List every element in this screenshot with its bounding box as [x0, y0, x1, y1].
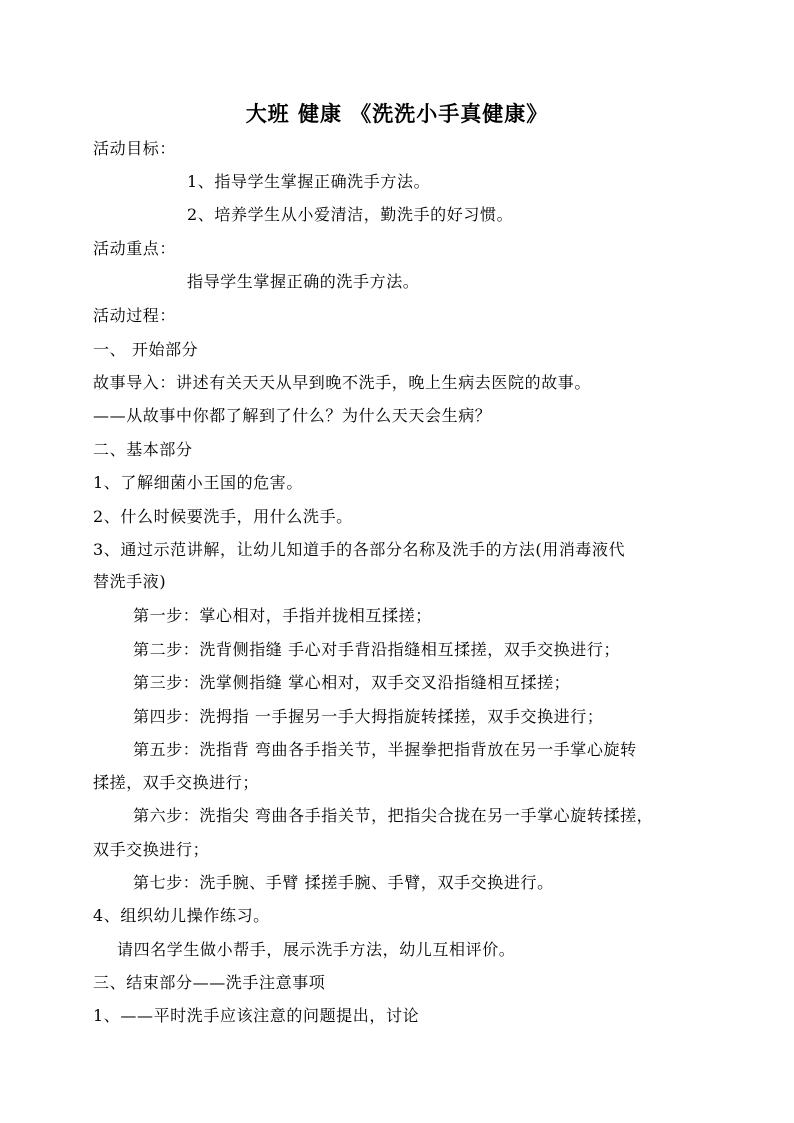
- section-heading-focus: 活动重点：: [93, 239, 177, 258]
- part-two-item-3: 3、通过示范讲解，让幼儿知道手的各部分名称及洗手的方法(用消毒液代: [93, 540, 626, 559]
- section-heading-goals: 活动目标：: [93, 139, 177, 158]
- part-two-item-3-cont: 替洗手液): [93, 572, 167, 591]
- focus-item: 指导学生掌握正确的洗手方法。: [187, 272, 420, 291]
- practice-description: 请四名学生做小帮手，展示洗手方法，幼儿互相评价。: [117, 940, 516, 959]
- story-question: ——从故事中你都了解到了什么？为什么天天会生病？: [93, 406, 492, 425]
- goal-item-1: 1、指导学生掌握正确洗手方法。: [187, 172, 431, 191]
- goal-item-2: 2、培养学生从小爱清洁，勤洗手的好习惯。: [187, 205, 514, 224]
- step-3: 第三步：洗掌侧指缝 掌心相对，双手交叉沿指缝相互揉搓；: [133, 673, 571, 692]
- part-two-item-2: 2、什么时候要洗手，用什么洗手。: [93, 507, 353, 526]
- step-1: 第一步：掌心相对，手指并拢相互揉搓；: [133, 606, 432, 625]
- part-one-heading: 一、 开始部分: [93, 340, 199, 359]
- step-6-cont: 双手交换进行；: [93, 840, 210, 859]
- part-three-heading: 三、结束部分——洗手注意事项: [93, 973, 326, 992]
- step-5-cont: 揉搓，双手交换进行；: [93, 773, 260, 792]
- step-6: 第六步：洗指尖 弯曲各手指关节，把指尖合拢在另一手掌心旋转揉搓，: [133, 806, 654, 825]
- section-heading-process: 活动过程：: [93, 306, 177, 325]
- part-two-item-1: 1、了解细菌小王国的危害。: [93, 473, 303, 492]
- step-5: 第五步：洗指背 弯曲各手指关节，半握拳把指背放在另一手掌心旋转: [133, 740, 637, 759]
- part-three-item-1: 1、——平时洗手应该注意的问题提出，讨论: [93, 1006, 420, 1025]
- story-intro: 故事导入：讲述有关天天从早到晚不洗手，晚上生病去医院的故事。: [93, 373, 592, 392]
- step-7: 第七步：洗手腕、手臂 揉搓手腕、手臂，双手交换进行。: [133, 873, 554, 892]
- step-2: 第二步：洗背侧指缝 手心对手背沿指缝相互揉搓，双手交换进行；: [133, 640, 621, 659]
- step-4: 第四步：洗拇指 一手握另一手大拇指旋转揉搓，双手交换进行；: [133, 707, 604, 726]
- document-title: 大班 健康 《洗洗小手真健康》: [245, 101, 549, 126]
- part-two-heading: 二、基本部分: [93, 440, 193, 459]
- part-two-item-4: 4、组织幼儿操作练习。: [93, 906, 270, 925]
